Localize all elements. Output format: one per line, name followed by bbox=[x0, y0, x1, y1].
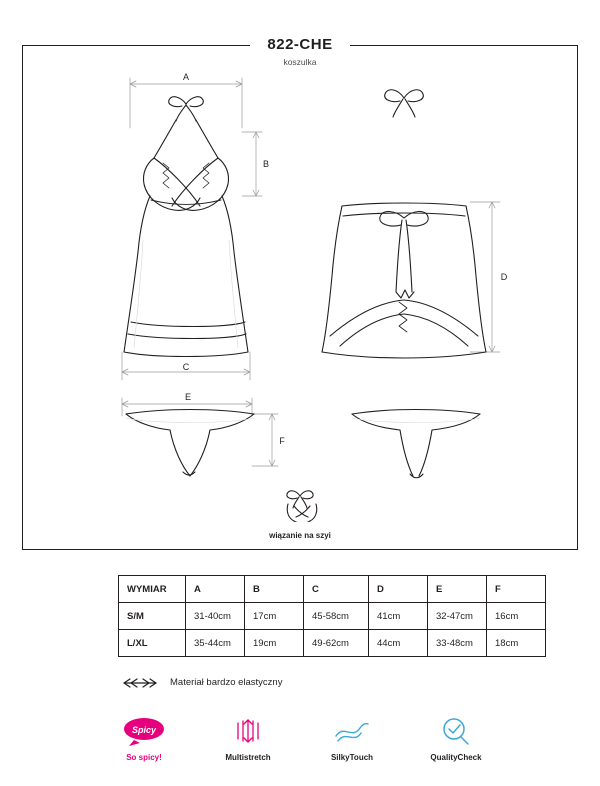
cell-lxl-d: 44cm bbox=[369, 630, 428, 657]
feature-multistretch bbox=[209, 714, 287, 763]
table-header-wymiar: WYMIAR bbox=[119, 576, 186, 603]
table-header-a: A bbox=[186, 576, 245, 603]
elastic-note bbox=[118, 677, 282, 688]
multistretch-icon bbox=[209, 714, 287, 748]
table-header-f: F bbox=[487, 576, 546, 603]
legend-label: wiązanie na szyi bbox=[269, 531, 331, 540]
size-table bbox=[118, 575, 546, 657]
svg-text:Spicy: Spicy bbox=[131, 725, 157, 735]
cell-sm-f: 16cm bbox=[487, 603, 546, 630]
legend-neck-tie bbox=[0, 488, 600, 540]
dim-label-e: E bbox=[184, 392, 192, 402]
stretch-arrows-icon bbox=[118, 678, 162, 688]
product-code: 822-CHE bbox=[267, 36, 333, 53]
cell-sm-b: 17cm bbox=[245, 603, 304, 630]
table-header-d: D bbox=[369, 576, 428, 603]
dim-label-f: F bbox=[279, 436, 285, 446]
product-type: koszulka bbox=[283, 57, 317, 67]
elastic-note-label: Materiał bardzo elastyczny bbox=[170, 677, 283, 688]
neck-tie-icon bbox=[278, 488, 322, 522]
size-label-lxl: L/XL bbox=[119, 630, 186, 657]
table-header-b: B bbox=[245, 576, 304, 603]
cell-lxl-b: 19cm bbox=[245, 630, 304, 657]
feature-icons bbox=[0, 714, 600, 763]
table-header-e: E bbox=[428, 576, 487, 603]
cell-sm-e: 32-47cm bbox=[428, 603, 487, 630]
feature-label-silkytouch: SilkyTouch bbox=[330, 753, 374, 762]
feature-label-so-spicy: So spicy! bbox=[126, 753, 162, 762]
cell-lxl-e: 33-48cm bbox=[428, 630, 487, 657]
feature-label-qualitycheck: QualityCheck bbox=[430, 753, 482, 762]
cell-lxl-c: 49-62cm bbox=[304, 630, 369, 657]
dim-label-c: C bbox=[182, 362, 190, 372]
table-row bbox=[119, 603, 546, 630]
cell-lxl-f: 18cm bbox=[487, 630, 546, 657]
spicy-icon bbox=[105, 714, 183, 748]
feature-so-spicy bbox=[105, 714, 183, 763]
table-header-row bbox=[119, 576, 546, 603]
cell-sm-d: 41cm bbox=[369, 603, 428, 630]
feature-label-multistretch: Multistretch bbox=[225, 753, 271, 762]
dim-label-d: D bbox=[500, 272, 508, 282]
cell-sm-a: 31-40cm bbox=[186, 603, 245, 630]
qualitycheck-icon bbox=[417, 714, 495, 748]
dim-label-b: B bbox=[262, 159, 270, 169]
dim-label-a: A bbox=[182, 72, 190, 82]
table-row bbox=[119, 630, 546, 657]
silkytouch-icon bbox=[313, 714, 391, 748]
size-label-sm: S/M bbox=[119, 603, 186, 630]
cell-sm-c: 45-58cm bbox=[304, 603, 369, 630]
cell-lxl-a: 35-44cm bbox=[186, 630, 245, 657]
feature-silkytouch bbox=[313, 714, 391, 763]
table-header-c: C bbox=[304, 576, 369, 603]
feature-qualitycheck bbox=[417, 714, 495, 763]
